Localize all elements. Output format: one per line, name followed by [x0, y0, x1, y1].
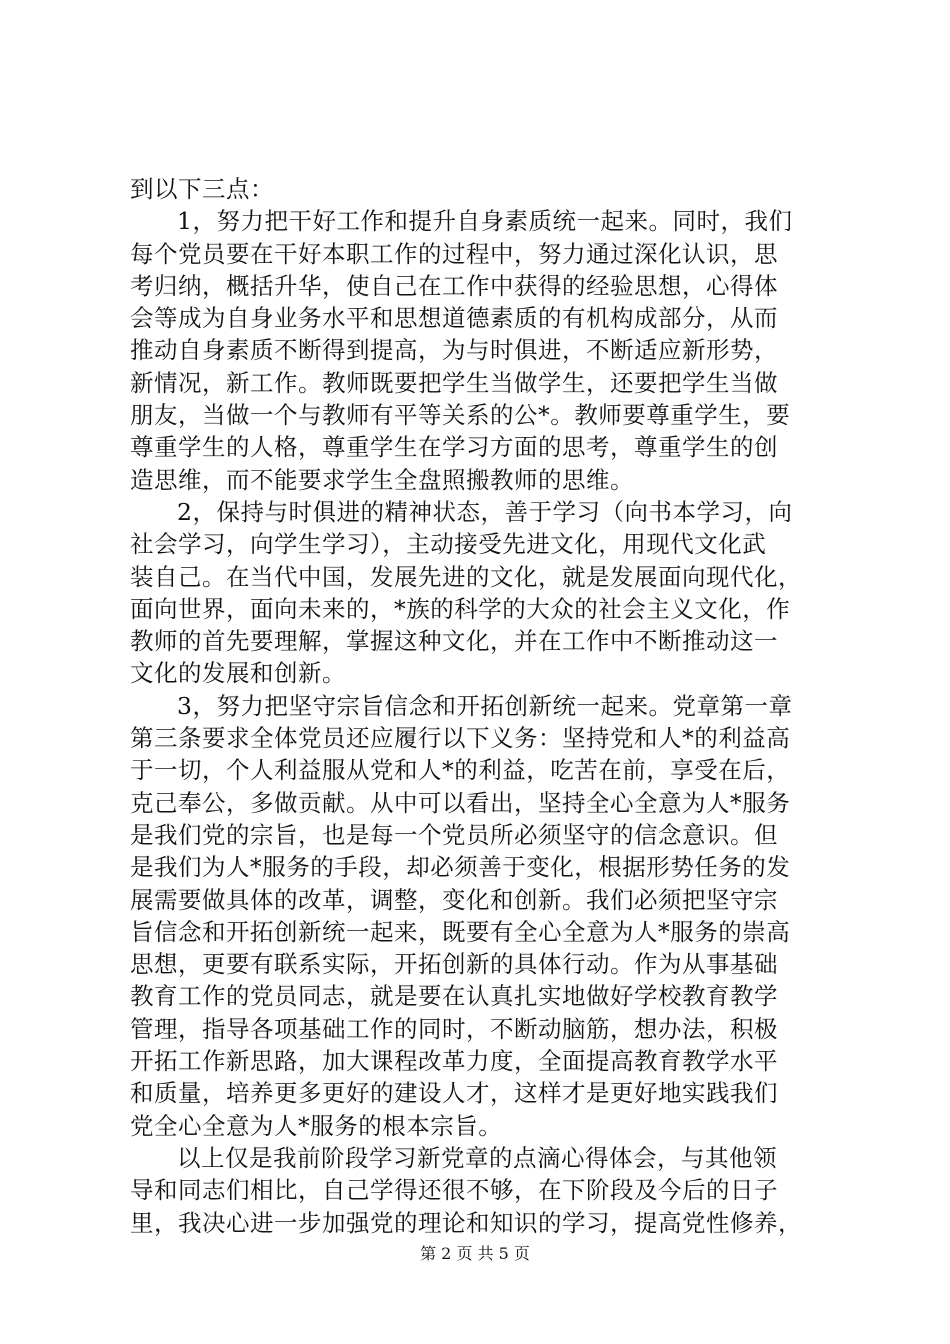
text-line: 文化的发展和创新。: [130, 659, 346, 688]
text-line: 新情况，新工作。教师既要把学生当做学生，还要把学生当做: [130, 368, 778, 397]
text-line: 社会学习，向学生学习），主动接受先进文化，用现代文化武: [130, 530, 767, 559]
text-line: 2，保持与时俱进的精神状态，善于学习（向书本学习，向: [177, 497, 793, 526]
text-line: 导和同志们相比，自己学得还很不够，在下阶段及今后的日子: [130, 1176, 778, 1205]
text-line: 造思维，而不能要求学生全盘照搬教师的思维。: [130, 465, 634, 494]
page-footer: 第 2 页 共 5 页: [420, 1244, 530, 1263]
text-line: 克己奉公，多做贡献。从中可以看出，坚持全心全意为人*服务: [130, 788, 791, 817]
text-line: 会等成为自身业务水平和思想道德素质的有机构成部分，从而: [130, 304, 778, 333]
text-line: 每个党员要在干好本职工作的过程中，努力通过深化认识，思: [130, 239, 778, 268]
text-line: 教师的首先要理解，掌握这种文化，并在工作中不断推动这一: [130, 627, 778, 656]
text-line: 到以下三点：: [130, 175, 274, 203]
text-line: 和质量，培养更多更好的建设人才，这样才是更好地实践我们: [130, 1079, 778, 1108]
text-line: 尊重学生的人格，尊重学生在学习方面的思考，尊重学生的创: [130, 433, 778, 462]
text-line: 面向世界，面向未来的，*族的科学的大众的社会主义文化，作: [130, 594, 791, 623]
text-line: 推动自身素质不断得到提高，为与时俱进，不断适应新形势，: [130, 336, 778, 365]
text-line: 旨信念和开拓创新统一起来，既要有全心全意为人*服务的崇高: [130, 917, 791, 946]
text-line: 3，努力把坚守宗旨信念和开拓创新统一起来。党章第一章: [177, 691, 793, 720]
text-line: 管理，指导各项基础工作的同时，不断动脑筋，想办法，积极: [130, 1014, 778, 1043]
text-line: 展需要做具体的改革，调整，变化和创新。我们必须把坚守宗: [130, 885, 778, 914]
document-body: [130, 173, 830, 1239]
text-line: 考归纳，概括升华，使自己在工作中获得的经验思想，心得体: [130, 271, 778, 300]
text-line: 装自己。在当代中国，发展先进的文化，就是发展面向现代化，: [130, 562, 802, 591]
text-line: 以上仅是我前阶段学习新党章的点滴心得体会，与其他领: [177, 1143, 777, 1172]
text-line: 思想，更要有联系实际，开拓创新的具体行动。作为从事基础: [130, 950, 778, 979]
text-line: 是我们党的宗旨，也是每一个党员所必须坚守的信念意识。但: [130, 820, 778, 849]
text-line: 是我们为人*服务的手段，却必须善于变化，根据形势任务的发: [130, 853, 791, 882]
text-line: 于一切，个人利益服从党和人*的利益，吃苦在前，享受在后，: [130, 756, 791, 785]
text-line: 第三条要求全体党员还应履行以下义务：坚持党和人*的利益高: [130, 724, 791, 753]
text-line: 党全心全意为人*服务的根本宗旨。: [130, 1111, 503, 1140]
text-line: 开拓工作新思路，加大课程改革力度，全面提高教育教学水平: [130, 1047, 778, 1076]
text-line: 朋友，当做一个与教师有平等关系的公*。教师要尊重学生，要: [130, 401, 791, 430]
text-line: 里，我决心进一步加强党的理论和知识的学习，提高党性修养，: [130, 1208, 802, 1237]
text-line: 教育工作的党员同志，就是要在认真扎实地做好学校教育教学: [130, 982, 778, 1011]
text-line: 1，努力把干好工作和提升自身素质统一起来。同时，我们: [177, 207, 793, 236]
